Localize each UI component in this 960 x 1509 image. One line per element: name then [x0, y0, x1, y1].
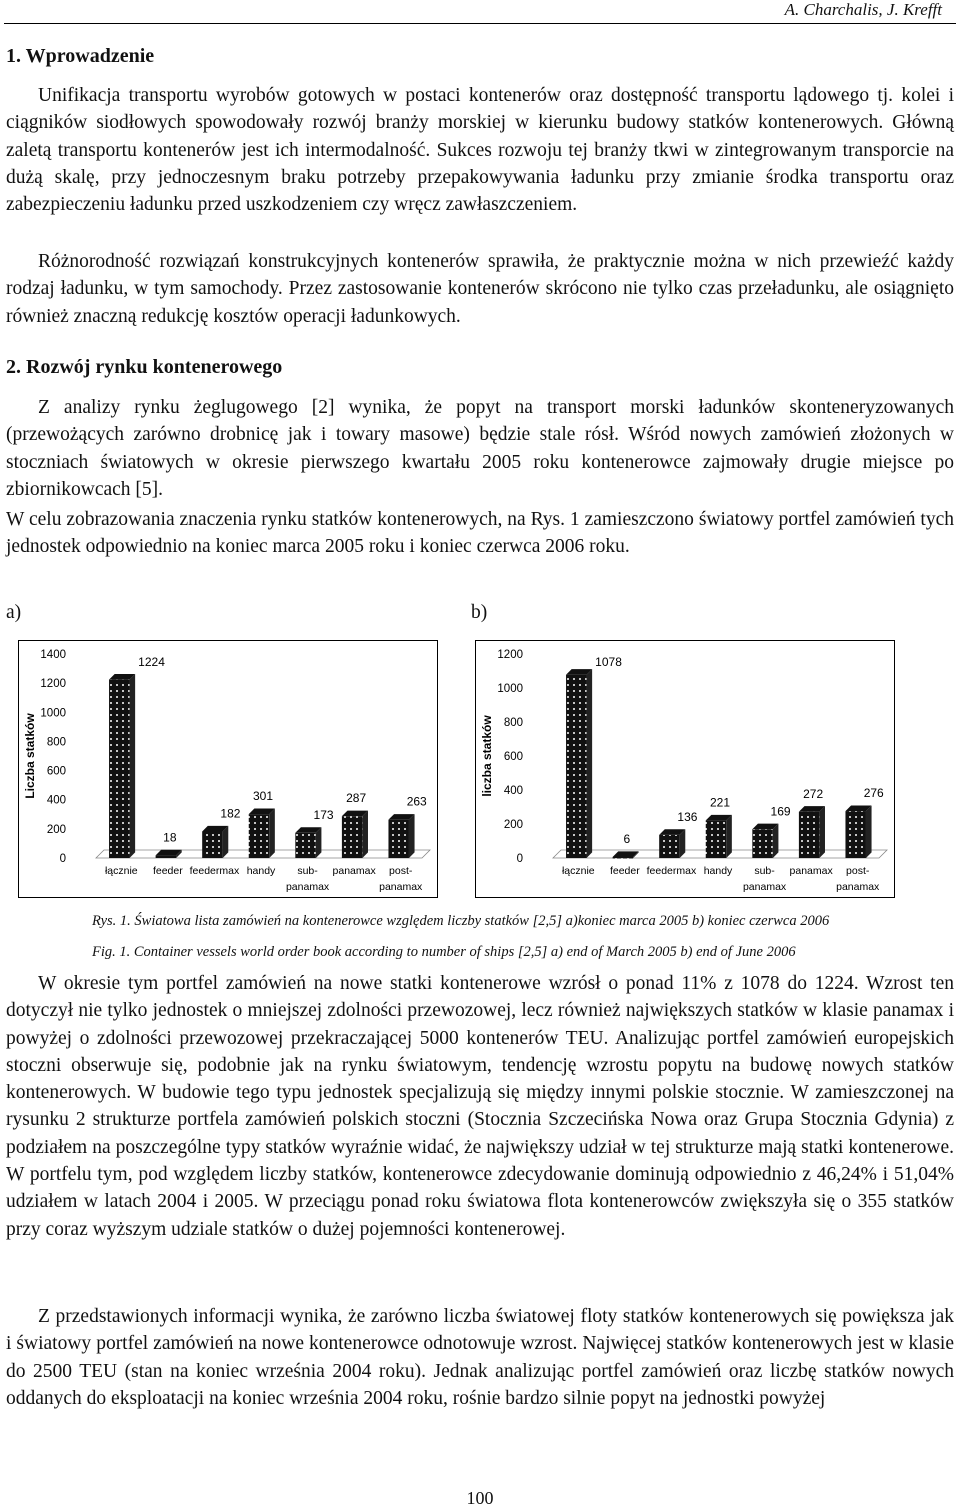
bar-sub-panamax: [752, 824, 778, 858]
bar-front: [342, 816, 362, 858]
category-label: handy: [246, 865, 276, 877]
bar-handy: [706, 815, 732, 858]
bar-panamax: [799, 806, 825, 858]
figure-panel-label-a: a): [6, 602, 22, 623]
bar-side: [819, 806, 825, 858]
data-label: 263: [406, 794, 427, 809]
bar-front: [613, 857, 633, 859]
data-label: 136: [677, 809, 698, 824]
bar-front: [202, 831, 222, 858]
data-label: 1078: [595, 655, 622, 669]
y-axis-label: liczba statków: [480, 715, 494, 797]
bar-front: [706, 820, 726, 858]
y-tick-label: 600: [46, 765, 66, 778]
data-label: 276: [863, 786, 884, 801]
bar-front: [845, 811, 865, 858]
category-label: panamax: [379, 881, 423, 893]
data-label: 182: [220, 806, 241, 821]
page-number: 100: [466, 1488, 494, 1508]
running-head-authors: A. Charchalis, J. Krefft: [784, 0, 942, 19]
y-tick-label: 200: [503, 819, 523, 831]
bar-handy: [249, 809, 275, 858]
data-label: 173: [313, 807, 334, 822]
chart-frame: [19, 641, 438, 898]
bar-front: [799, 812, 819, 858]
y-tick-label: 400: [503, 785, 523, 797]
bar-side: [409, 814, 415, 858]
category-label: panamax: [789, 865, 833, 877]
category-label: sub-: [297, 865, 318, 877]
bar-łącznie: [109, 674, 135, 858]
y-axis-label: Liczba statków: [23, 713, 37, 799]
intro-paragraph-2: Różnorodność rozwiązań konstrukcyjnych kontenerów sprawiła, że praktycznie można w nich przewieźć każdy rodzaj ładunku, w tym samochody. Przez zastosowanie kontenerów skrócono nie tylko czas przeładunku, ale osiągnięto również znaczną redukcję kosztów operacji ładunkowych.: [6, 251, 954, 327]
category-label: feedermax: [646, 865, 697, 877]
category-label: feeder: [152, 865, 183, 877]
category-label: sub-: [754, 865, 775, 877]
bar-panamax: [342, 811, 368, 858]
bar-front: [659, 835, 679, 858]
market-paragraph-3: W okresie tym portfel zamówień na nowe statki kontenerowe wzrósł o ponad 11% z 1078 do 1224. Wzrost ten dotyczył nie tylko jednostek o mniejszej zdolności przewozowej, lecz również największych statków w klasie panamax i powyżej o zdolności przewozowej przekraczającej 5000 kontenerów TEU. Analizując portfel zamówień europejskich stoczni obserwuje się, podobnie jak na rynku światowym, tendencję wzrostu popytu na budowę nowych statków kontenerowych. W budowie tego typu jednostek specjalizują się między innymi polskie stocznie. W zamieszczonej na rysunku 2 strukturze portfela zamówień polskich stoczni (Stocznia Szczecińska Nowa oraz Grupa Stocznia Gdynia) z podziałem na poszczególne typy statków wyraźnie widać, że największy udział w tej strukturze mają statki kontenerowe. W portfelu tym, pod względem liczby statków, kontenerowce zdecydowanie dominują odpowiednio z 46,24% i 51,04% udziałem w latach 2004 i 2005. W przeciągu ponad roku światowa flota kontenerowców zwiększyła się o 355 statków przy coraz wyższym udziale statków o dużej pojemności kontenerowej.: [6, 973, 954, 1240]
data-label: 272: [803, 786, 824, 801]
bar-feedermax: [659, 829, 685, 858]
bar-side: [866, 805, 872, 858]
figure-panel-label-b: b): [471, 602, 488, 623]
bar-front: [388, 820, 408, 858]
y-tick-label: 600: [503, 751, 523, 763]
bar-front: [156, 855, 176, 858]
category-label: łącznie: [104, 865, 138, 877]
chart-frame: [476, 641, 895, 898]
y-tick-label: 800: [46, 736, 66, 749]
y-tick-label: 1200: [497, 649, 523, 661]
bar-sub-panamax: [295, 827, 321, 858]
category-label: post-: [846, 865, 870, 877]
order-book-chart-june-2006: [475, 640, 895, 898]
bar-feedermax: [202, 826, 228, 858]
bar-side: [269, 809, 275, 858]
bar-side: [223, 826, 229, 858]
bar-side: [726, 815, 732, 858]
bar-front: [295, 833, 315, 858]
header-rule: [4, 23, 956, 24]
data-label: 18: [163, 830, 177, 845]
data-label: 6: [623, 831, 631, 846]
bar-post-panamax: [845, 805, 871, 858]
data-label: 169: [770, 804, 791, 819]
bar-side: [773, 824, 779, 858]
bar-side: [130, 674, 136, 858]
bar-side: [587, 669, 593, 858]
y-tick-label: 1400: [40, 649, 66, 661]
y-tick-label: 1000: [40, 707, 66, 720]
category-label: panamax: [742, 881, 787, 893]
bar-łącznie: [566, 669, 592, 858]
market-paragraph-4: Z przedstawionych informacji wynika, że zarówno liczba światowej floty statków kontenerowych się powiększa jak i światowy portfel zamówień na nowe kontenerowce odnotowuje wzrost. Najwięcej statków kontenerowych jest w klasie do 2500 TEU (stan na koniec września 2004 roku). Jednak analizując portfel zamówień oraz liczbę statków nowych oddanych do eksploatacji na koniec września 2004 roku, rośnie bardzo silnie popyt na jednostki powyżej: [6, 1306, 954, 1409]
category-label: panamax: [836, 881, 880, 893]
category-label: panamax: [285, 881, 330, 893]
bar-front: [249, 814, 269, 858]
bar-front: [566, 675, 586, 858]
y-tick-label: 200: [46, 823, 66, 836]
bar-front: [109, 680, 129, 858]
market-paragraph-2: W celu zobrazowania znaczenia rynku statków kontenerowych, na Rys. 1 zamieszczono światowy portfel zamówień tych jednostek odpowiednio na koniec marca 2005 roku i koniec czerwca 2006 roku.: [6, 509, 954, 558]
y-tick-label: 800: [503, 717, 523, 729]
y-tick-label: 1000: [497, 683, 523, 695]
y-tick-label: 400: [46, 794, 66, 807]
category-label: feeder: [609, 865, 640, 877]
bar-side: [362, 811, 368, 858]
intro-paragraph-1: Unifikacja transportu wyrobów gotowych w postaci kontenerów oraz dostępność transportu lądowego tj. kolei i ciągników siodłowych spowodowały rozwój branży morskiej w kierunku budowy statków kontenerowych. Główną zaletą transportu kontenerów jest ich intermodalność. Sukces rozwoju tej branży tkwi w zintegrowanym transporcie na dużą skalę, przy jednoczesnym braku potrzeby przepakowywania ładunku przy zmianie środka transportu oraz zabezpieczeniu ładunku przed uszkodzeniem czy wręcz zawłaszczeniem.: [6, 85, 954, 216]
category-label: feedermax: [189, 865, 240, 877]
section-heading-introduction: 1. Wprowadzenie: [6, 45, 155, 67]
category-label: handy: [703, 865, 733, 877]
bar-post-panamax: [388, 814, 414, 858]
category-label: łącznie: [561, 865, 595, 877]
bar-front: [752, 829, 772, 858]
data-label: 287: [346, 791, 367, 806]
data-label: 1224: [138, 655, 165, 669]
section-heading-container-market: 2. Rozwój rynku kontenerowego: [6, 356, 283, 378]
market-paragraph-1: Z analizy rynku żeglugowego [2] wynika, że popyt na transport morski ładunków skonteneryzowanych (przewożących zarówno drobnicę jak i towary masowe) będzie stale rósł. Wśród nowych zamówień złożonych w stoczniach światowych w okresie pierwszego kwartału 2005 roku kontenerowce zajmowały drugie miejsce po zbiornikowcach [5].: [6, 397, 954, 500]
figure-caption-polish: Rys. 1. Światowa lista zamówień na kontenerowce względem liczby statków [2,5] a)koniec marca 2005 b) koniec czerwca 2006: [92, 913, 830, 929]
y-tick-label: 1200: [40, 678, 66, 691]
data-label: 301: [252, 789, 274, 804]
data-label: 221: [709, 795, 731, 810]
y-tick-label: 0: [59, 853, 66, 865]
category-label: panamax: [332, 865, 376, 877]
y-tick-label: 0: [516, 853, 523, 865]
figure-caption-english: Fig. 1. Container vessels world order book according to number of ships [2,5] a) end of March 2005 b) end of June 2006: [92, 944, 796, 960]
order-book-chart-march-2005: [18, 640, 438, 898]
category-label: post-: [389, 865, 413, 877]
